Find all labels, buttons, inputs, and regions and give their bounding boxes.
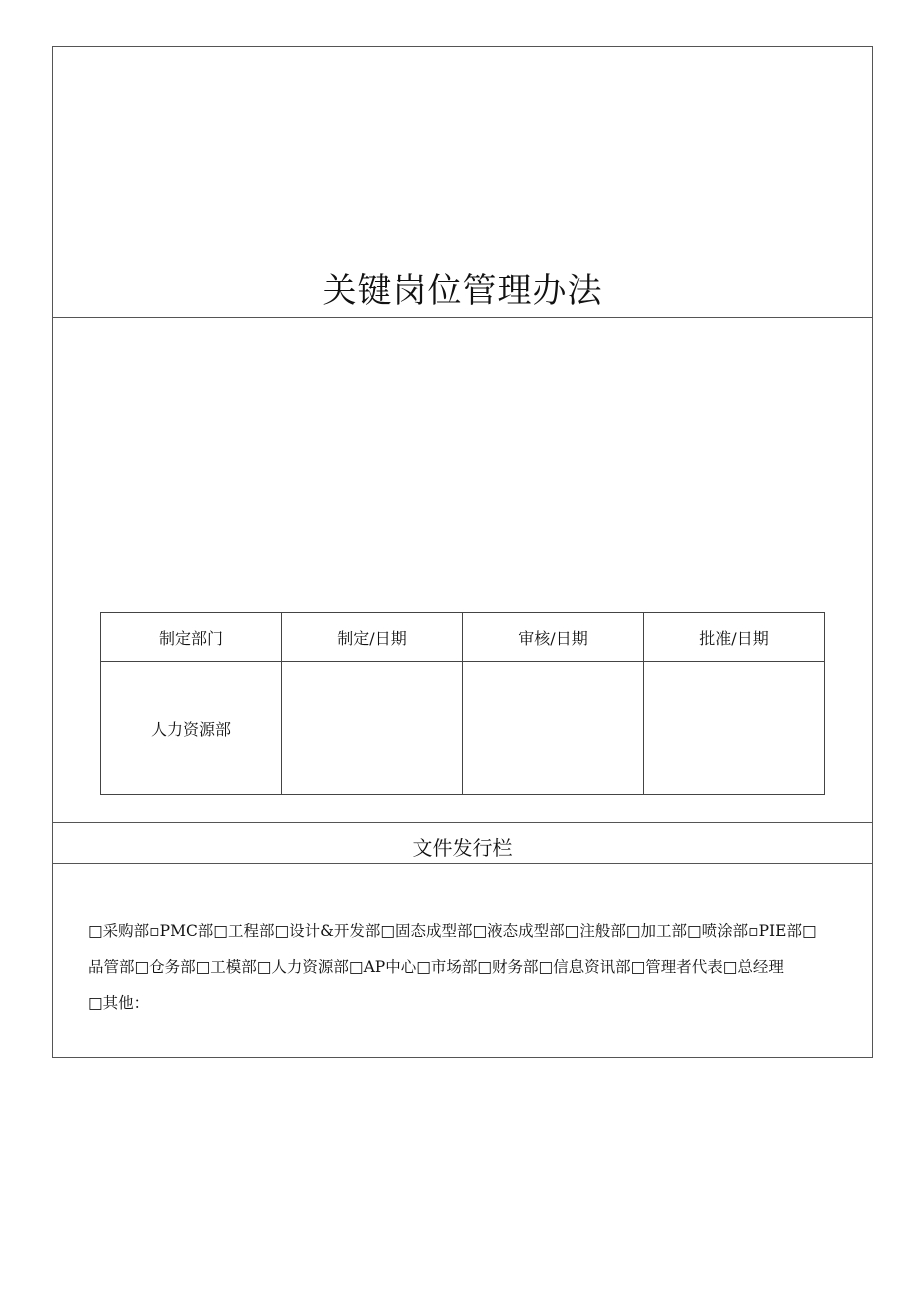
- document-title: 关键岗位管理办法: [322, 271, 603, 311]
- header-department: 制定部门: [101, 613, 282, 662]
- value-approved-date: [644, 662, 825, 795]
- header-drafted-date: 制定/日期: [282, 613, 463, 662]
- approval-header-row: [101, 613, 825, 662]
- approval-value-row: [101, 662, 825, 795]
- distribution-top-divider: [52, 822, 873, 823]
- distribution-line: 品管部□仓务部□工模部□人力资源部□AP中心□市场部□财务部□信息资讯部□管理者代表□总经理: [88, 958, 784, 976]
- header-reviewed-date: 审核/日期: [463, 613, 644, 662]
- approval-table: [100, 612, 825, 795]
- value-drafted-date: [282, 662, 463, 795]
- distribution-list: [88, 913, 878, 1021]
- distribution-line: □其他：: [88, 994, 150, 1012]
- document-frame: [52, 46, 873, 1058]
- distribution-line: □采购部▫PMC部□工程部□设计&开发部□固态成型部□液态成型部□注般部□加工部□喷涂部▫PIE部□: [88, 922, 817, 940]
- distribution-title: 文件发行栏: [412, 836, 513, 860]
- value-department: 人力资源部: [101, 662, 282, 795]
- value-reviewed-date: [463, 662, 644, 795]
- title-divider: [52, 317, 873, 318]
- header-approved-date: 批准/日期: [644, 613, 825, 662]
